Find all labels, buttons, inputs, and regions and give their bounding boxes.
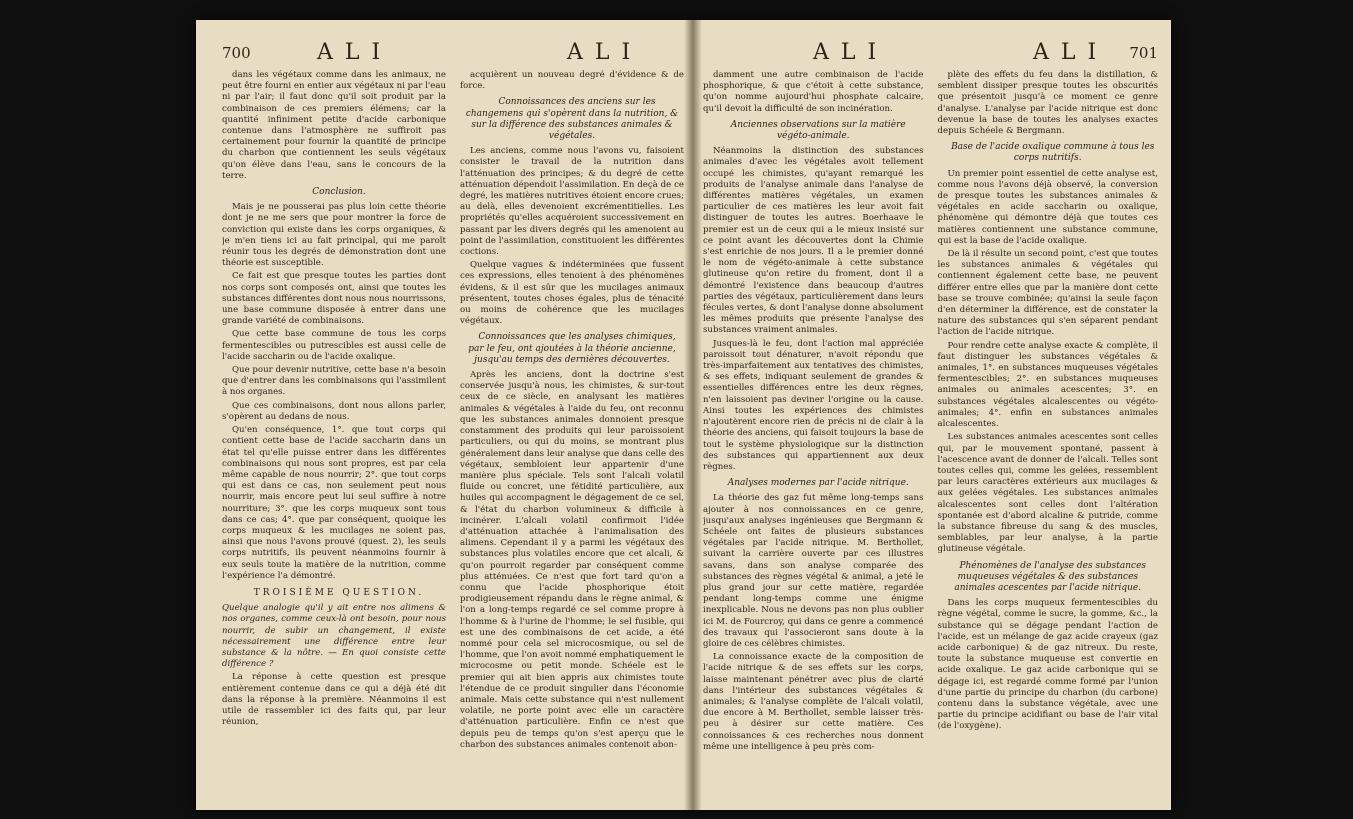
right-page <box>703 30 1158 800</box>
section-heading: Connoissances des anciens sur les changemens qui s'opèrent dans la nutrition, & sur la différence des substances animales & végétales. <box>465 97 679 142</box>
section-heading: Analyses modernes par l'acide nitrique. <box>727 478 909 489</box>
right-running-head <box>703 30 1158 70</box>
paragraph: Les anciens, comme nous l'avons vu, faisoient consister le travail de la nutrition dans l'atténuation des principes; & du degré de cette atténuation dépendoit l'assimilation. En deçà de ce degré, les matières nutritives étoient encore crues; au delà, elles devenoient excrémentitielles. Les propriétés qu'elles acquéroient successivement en passant par les divers degrés qui les amenoient au point de l'assimilation, constituoient les différentes coctions. <box>460 146 684 258</box>
paragraph: La réponse à cette question est presque entièrement contenue dans ce qui a déjà été dit dans la réponse à la première. Néanmoins il est utile de rassembler ici des faits qui, par leur réunion, <box>222 672 446 728</box>
paragraph: Pour rendre cette analyse exacte & complète, il faut distinguer les substances végétales & animales, 1°. en substances muqueuses végétales fermentescibles; 2°. en substances muqueuses animales ou animales acescentes; 3°. en substances végétales alcalescentes ou végéto-animales; 4°. enfin en substances animales alcalescentes. <box>937 340 1158 430</box>
left-running-title: ALI <box>317 40 393 65</box>
left-column-2 <box>460 70 684 753</box>
left-page-number: 700 <box>222 44 251 62</box>
paragraph: Jusques-là le feu, dont l'action mal appréciée paroissoit tout dénaturer, n'avoit répondu que très-imparfaitement aux tentatives des chimistes, & ses effets, indiquant seulement de grandes & essentielles différences entre les deux règnes, n'en laissoient pas deviner l'origine ou la cause. Ainsi toutes les expériences des chimistes n'ajoutèrent encore rien de précis ni de clair à la théorie des anciens, qui faisoit toujours la base de tout le système physiologique sur la distinction des substances qui appartiennent aux deux règnes. <box>703 338 924 472</box>
section-heading: Connoissances que les analyses chimiques, par le feu, ont ajoutées à la théorie ancienne, jusqu'au temps des dernières découvertes. <box>468 332 676 365</box>
paragraph: Que cette base commune de tous les corps fermentescibles ou putrescibles est aussi celle de l'acide saccharin ou de l'acide oxalique. <box>222 329 446 362</box>
section-heading: Base de l'acide oxalique commune à tous les corps nutritifs. <box>951 142 1155 164</box>
section-heading: Conclusion. <box>312 187 366 198</box>
right-page-number: 701 <box>1129 44 1158 62</box>
paragraph: plète des effets du feu dans la distillation, & semblent dissiper presque toutes les obscurités que présentoit jusqu'à ce moment ce genre d'analyse. L'analyse par l'acide nitrique est donc devenue la base de toutes les analyses exactes depuis Schéele & Bergmann. <box>937 70 1158 137</box>
paragraph: La théorie des gaz fut même long-temps sans ajouter à nos connoissances en ce genre, jusqu'aux analyses ingénieuses que Bergmann & Schéele ont faites de plusieurs substances végétales par l'acide nitrique. M. Berthollet, suivant la carrière ouverte par ces illustres savans, dans son analyse comparée des substances des règnes végétal & animal, a jeté le plus grand jour sur cette matière, regardée pendant long-temps comme une énigme inexplicable. Nous ne devons pas non plus oublier ici M. de Fourcroy, qui dans ce genre a commencé des travaux qui l'associeront sans doute à la gloire de ces célèbres chimistes. <box>703 493 924 649</box>
paragraph: De là il résulte un second point, c'est que toutes les substances animales & végétales qui contiennent également cette base, ne peuvent différer entre elles que par la manière dont cette base se trouve combinée; qu'ainsi la seule façon d'en déterminer la différence, est de constater la nature des substances qui s'en séparent pendant l'action de l'acide nitrique. <box>937 249 1158 338</box>
right-running-title-col2: ALI <box>1033 40 1109 65</box>
left-running-head <box>222 30 684 70</box>
question-heading: TROISIÈME QUESTION. <box>253 587 425 598</box>
book-gutter <box>684 20 702 810</box>
paragraph: damment une autre combinaison de l'acide phosphorique, & que c'étoit à cette substance, qu'on nomme aujourd'hui phosphate calcaire, qu'il devoit la difficulté de son incinération. <box>703 70 924 114</box>
section-heading: Anciennes observations sur la matière végéto-animale. <box>730 119 906 142</box>
left-column-1 <box>222 70 446 753</box>
paragraph: Un premier point essentiel de cette analyse est, comme nous l'avons déjà observé, la conversion de presque toutes les substances animales & végétales en acide saccharin ou oxalique, phénomène qui démontre déjà que toutes ces matières contiennent une substance commune, qui est la base de l'acide oxalique. <box>937 168 1158 246</box>
paragraph: Que pour devenir nutritive, cette base n'a besoin que d'entrer dans les combinaisons qui l'assimilent à nos organes. <box>222 365 446 398</box>
section-heading: Phénomènes de l'analyse des substances muqueuses végétales & des substances animales acescentes par l'acide nitrique. <box>954 560 1147 593</box>
paragraph: Mais je ne pousserai pas plus loin cette théorie dont je ne me sers que pour montrer la force de conviction qui existe dans les corps organiques, & je m'en tiens ici au fait principal, qui me paroît réunir tous les degrés de démonstration dont une théorie est susceptible. <box>222 202 446 269</box>
paragraph: La connoissance exacte de la composition de l'acide nitrique & de ses effets sur les corps, laisse maintenant pénétrer avec plus de clarté dans l'intérieur des substances végétales & animales; & l'analyse complète de l'alcali volatil, due encore à M. Berthollet, semble laisser très-peu à désirer sur cette matière. Ces connoissances & ces recherches nous donnent même une intelligence à peu près com- <box>703 652 924 752</box>
paragraph: Dans les corps muqueux fermentescibles du règne végétal, comme le sucre, la gomme, &c., la substance qui se dégage pendant l'action de l'acide, est un mélange de gaz acide crayeux (gaz acide carbonique) & de gaz nitreux. Du reste, toute la substance muqueuse est convertie en acide oxalique. Le gaz acide carbonique qui se dégage ici, est regardé comme formé par l'union d'une partie du principe du charbon (du carbone) contenu dans la substance végétale, avec une partie du principe acidifiant ou base de l'air vital (de l'oxygène). <box>937 598 1158 732</box>
left-running-title-col2: ALI <box>567 40 643 65</box>
paragraph: dans les végétaux comme dans les animaux, ne peut être fourni en entier aux végétaux ni par l'eau ni par l'air; il faut donc qu'il soit produit par la combinaison de ces premiers élémens; car la quantité infiniment petite d'acide carbonique contenue dans l'atmosphère ne suffiroit pas certainement pour fournir la quantité de principe du charbon que contiennent les seuls végétaux qu'on élève dans l'eau, sans le concours de la terre. <box>222 70 446 181</box>
paragraph: Quelque vagues & indéterminées que fussent ces expressions, elles tenoient à des phénomènes évidens, & il est sûr que les mucilages animaux présentent, toutes choses égales, plus de ténacité ou moins de cohérence que les mucilages végétaux. <box>460 260 684 327</box>
paragraph: Néanmoins la distinction des substances animales d'avec les végétales avoit tellement occupé les chimistes, qu'ayant remarqué les produits de l'analyse animale dans l'analyse de différentes matières végétales, un examen particulier de ces matières les leur avoit fait distinguer de toutes les autres. Boerhaave le premier est un de ceux qui a le mieux insisté sur ce point avant les découvertes dont la Chimie s'est enrichie de nos jours. Il a le premier donné le nom de végéto-animale à cette substance glutineuse qu'on retire du froment, dont il a démontré l'existence dans beaucoup d'autres parties des végétaux, particulièrement dans leurs fécules vertes, & dont l'analyse donne absolument les mêmes produits que présente l'analyse des substances vraiment animales. <box>703 146 924 336</box>
paragraph: acquièrent un nouveau degré d'évidence & de force. <box>460 70 684 92</box>
right-running-title: ALI <box>813 40 889 65</box>
left-page <box>222 30 684 800</box>
right-column-1 <box>703 70 924 755</box>
paragraph: Qu'en conséquence, 1°. que tout corps qui contient cette base de l'acide saccharin dans un état tel qu'elle puisse entrer dans les différentes combinaisons qui nous sont propres, est par cela même capable de nous nourrir; 2°. que tout corps qui est dans ce cas, non seulement peut nous nourrir, mais encore peut lui seul suffire à notre nourriture; 3°. que les corps muqueux sont tous dans ce cas; 4°. que par conséquent, quoique les corps muqueux & les mucilages ne soient pas, ainsi que nous l'avons prouvé (quest. 2), les seuls corps nutritifs, ils peuvent néanmoins fournir à eux seuls toute la matière de la nutrition, comme l'expérience l'a démontré. <box>222 425 446 581</box>
question-text: Quelque analogie qu'il y ait entre nos alimens & nos organes, comme ceux-là ont besoin, pour nous nourrir, de subir un changement, il existe nécessairement une différence entre leur substance & la nôtre. — En quoi consiste cette différence ? <box>222 603 446 670</box>
paragraph: Ce fait est que presque toutes les parties dont nos corps sont composés ont, ainsi que toutes les substances différentes dont nous nous nourrissons, une base commune disposée à entrer dans une grande variété de combinaisons. <box>222 271 446 327</box>
paragraph: Les substances animales acescentes sont celles qui, par le mouvement spontané, passent à l'acescence avant de donner de l'alcali. Telles sont toutes celles qui, comme les gelées, ressemblent par leurs caractères extérieurs aux mucilages & aux gelées végétales. Les substances animales alcalescentes sont celles dont l'altération spontanée est d'abord alcaline & putride, comme la substance fibreuse du sang & des muscles, semblables, par leur analyse, à la partie glutineuse végétale. <box>937 432 1158 555</box>
right-column-2 <box>938 70 1159 755</box>
paragraph: Après les anciens, dont la doctrine s'est conservée jusqu'à nous, les chimistes, & sur-tout ceux de ce siècle, en analysant les matières animales & végétales à l'aide du feu, ont reconnu que les substances animales donnoient presque constamment des produits qui leur paroissoient particuliers, ou qui du moins, se montrant plus généralement dans leur analyse que dans celle des végétaux, sembloient leur appartenir d'une manière plus spéciale. Tels sont l'alcali volatil fluide ou concret, une fétidité particulière, aux huiles qui accompagnent le dégagement de ce sel, & l'état du charbon volumineux & difficile à incinérer. L'alcali volatil confirmoit l'idée d'atténuation attachée à l'animalisation des alimens. Cependant il y a parmi les végétaux des substances plus volatiles encore que cet alcali, & qu'on pourroit regarder par conséquent comme plus atténuées. Ce n'est que fort tard qu'on a connu que l'acide phosphorique étoit prodigieusement répandu dans le règne animal, & l'on a long-temps regardé ce sel comme propre à l'homme & à l'urine de l'homme; le sel fusible, qui est une des combinaisons de cet acide, a été nommé pour cela sel microcosmique, ou sel de l'homme, que l'on avoit nommé emphatiquement le microcosme ou petit monde. Schéele est le premier qui ait bien appris aux chimistes toute l'étendue de ce produit singulier dans l'économie animale. Mais cette substance qui n'est nullement volatile, ne porte point avec elle un caractère d'atténuation particulière. Enfin ce n'est que depuis peu de temps qu'on s'est aperçu que le charbon des substances animales contenoit abon- <box>460 370 684 750</box>
paragraph: Que ces combinaisons, dont nous allons parler, s'opèrent au dedans de nous. <box>222 400 446 422</box>
